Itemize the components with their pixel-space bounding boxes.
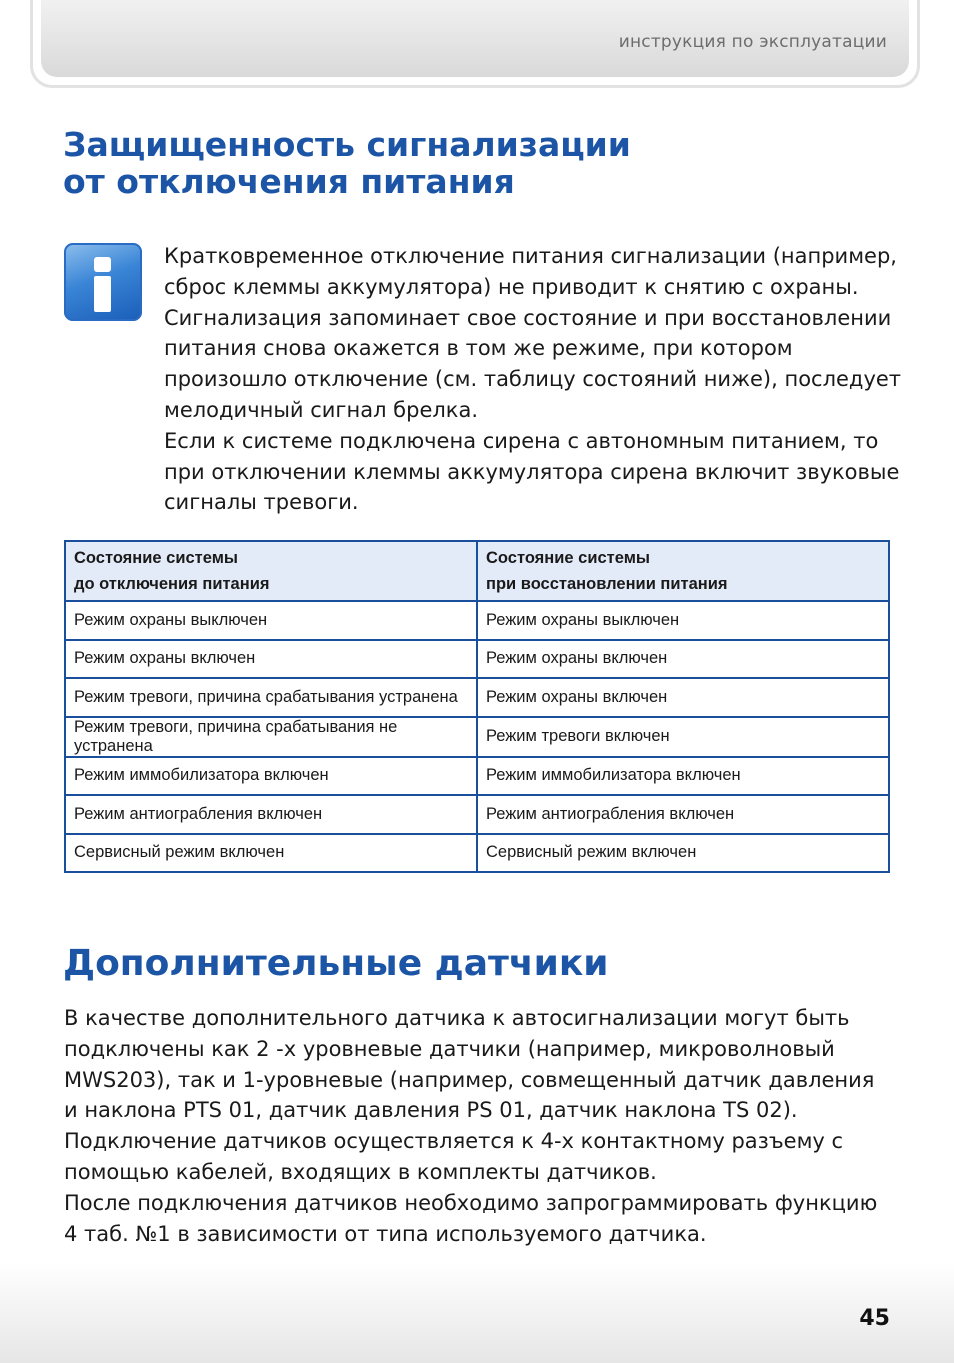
section-title-power-line1: Защищенность сигнализации (63, 125, 631, 164)
intro-text (164, 241, 904, 518)
table-cell-after: Режим охраны включен (477, 678, 889, 717)
section-title-power-line2: от отключения питания (63, 162, 515, 201)
sensors-paragraph: После подключения датчиков необходимо запрограммировать функцию 4 таб. №1 в зависимости от типа используемого датчика. (64, 1190, 878, 1246)
page-number: 45 (859, 1306, 890, 1331)
table-cell-before: Режим охраны включен (65, 640, 477, 679)
section-title-power (63, 126, 883, 200)
table-header-before (65, 541, 477, 601)
table-header-before-line2: до отключения питания (74, 575, 270, 593)
table-row (65, 757, 889, 796)
state-table (64, 540, 890, 873)
table-row (65, 601, 889, 640)
table-header-after (477, 541, 889, 601)
footer-band (0, 1263, 954, 1363)
header-bar-fill (41, 0, 909, 77)
table-row (65, 717, 889, 757)
table-cell-after: Режим антиограбления включен (477, 795, 889, 834)
header-caption: инструкция по эксплуатации (618, 32, 887, 52)
header-bar (30, 0, 920, 88)
table-header-after-line2: при восстановлении питания (486, 575, 728, 593)
table-cell-after: Режим иммобилизатора включен (477, 757, 889, 796)
intro-paragraph: Кратковременное отключение питания сигнализации (например, сброс клеммы аккумулятора) не приводит к снятию с охраны. Сигнализация запоминает свое состояние и при восстановлении питания снова окажется в том же режиме, при котором произошло отключение (см. таблицу состояний ниже), последует мелодичный сигнал брелка. (164, 244, 902, 422)
sensors-text (64, 1003, 894, 1249)
table-cell-after: Режим охраны включен (477, 640, 889, 679)
table-cell-before: Режим антиограбления включен (65, 795, 477, 834)
info-icon-bar (94, 276, 111, 312)
table-cell-before: Режим тревоги, причина срабатывания не устранена (65, 717, 477, 757)
sensors-paragraph: В качестве дополнительного датчика к автосигнализации могут быть подключены как 2 -х уровневые датчики (например, микроволновый MWS203), так и 1-уровневые (например, совмещенный датчик давления и наклона PTS 01, датчик давления PS 01, датчик наклона TS 02). (64, 1006, 875, 1123)
sensors-paragraph: Подключение датчиков осуществляется к 4-х контактному разъему с помощью кабелей, входящих в комплекты датчиков. (64, 1129, 844, 1184)
table-cell-before: Режим иммобилизатора включен (65, 757, 477, 796)
info-icon (64, 243, 142, 321)
table-header-row (65, 541, 889, 601)
table-cell-after: Сервисный режим включен (477, 834, 889, 873)
table-row (65, 834, 889, 873)
table-row (65, 640, 889, 679)
table-header-before-line1: Состояние системы (74, 549, 239, 567)
table-cell-after: Режим охраны выключен (477, 601, 889, 640)
table-cell-before: Сервисный режим включен (65, 834, 477, 873)
table-row (65, 795, 889, 834)
table-cell-after: Режим тревоги включен (477, 717, 889, 757)
section-title-sensors: Дополнительные датчики (63, 943, 609, 984)
table-cell-before: Режим тревоги, причина срабатывания устранена (65, 678, 477, 717)
info-icon-dot (94, 257, 111, 272)
intro-paragraph: Если к системе подключена сирена с автономным питанием, то при отключении клеммы аккумулятора сирена включит звуковые сигналы тревоги. (164, 428, 900, 515)
table-row (65, 678, 889, 717)
table-header-after-line1: Состояние системы (486, 549, 651, 567)
table-cell-before: Режим охраны выключен (65, 601, 477, 640)
